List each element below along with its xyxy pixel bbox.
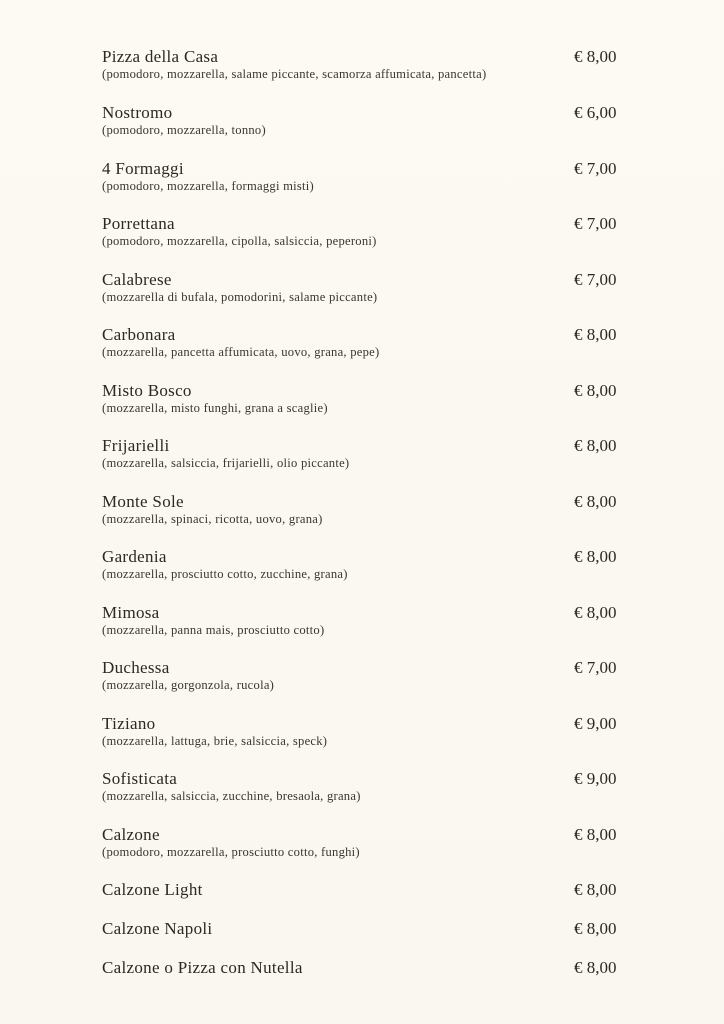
item-description: (pomodoro, mozzarella, prosciutto cotto, funghi) bbox=[102, 845, 360, 859]
item-description: (pomodoro, mozzarella, salame piccante, scamorza affumicata, pancetta) bbox=[102, 67, 487, 81]
item-price: € 8,00 bbox=[574, 919, 617, 938]
item-price: € 8,00 bbox=[574, 825, 617, 844]
item-name: Nostromo bbox=[102, 103, 173, 122]
item-price: € 9,00 bbox=[574, 769, 617, 788]
item-price: € 8,00 bbox=[574, 603, 617, 622]
item-description: (mozzarella di bufala, pomodorini, salame piccante) bbox=[102, 290, 378, 304]
item-description: (mozzarella, misto funghi, grana a scaglie) bbox=[102, 401, 328, 415]
item-description: (mozzarella, salsiccia, zucchine, bresaola, grana) bbox=[102, 789, 361, 803]
item-description: (pomodoro, mozzarella, cipolla, salsiccia, peperoni) bbox=[102, 234, 377, 248]
item-name: Tiziano bbox=[102, 714, 156, 733]
item-price: € 8,00 bbox=[574, 325, 617, 344]
item-name: Frijarielli bbox=[102, 436, 170, 455]
item-price: € 7,00 bbox=[574, 658, 617, 677]
item-name: Gardenia bbox=[102, 547, 167, 566]
item-price: € 8,00 bbox=[574, 492, 617, 511]
item-name: Calabrese bbox=[102, 270, 172, 289]
item-description: (mozzarella, pancetta affumicata, uovo, grana, pepe) bbox=[102, 345, 380, 359]
item-description: (mozzarella, salsiccia, frijarielli, olio piccante) bbox=[102, 456, 350, 470]
item-price: € 6,00 bbox=[574, 103, 617, 122]
item-name: Mimosa bbox=[102, 603, 160, 622]
item-name: Sofisticata bbox=[102, 769, 178, 788]
item-description: (pomodoro, mozzarella, formaggi misti) bbox=[102, 179, 314, 193]
item-name: Duchessa bbox=[102, 658, 170, 677]
item-description: (mozzarella, panna mais, prosciutto cotto) bbox=[102, 623, 325, 637]
item-name: Carbonara bbox=[102, 325, 176, 344]
item-name: Calzone bbox=[102, 825, 160, 844]
item-name: Calzone Napoli bbox=[102, 919, 213, 938]
item-name: Porrettana bbox=[102, 214, 175, 233]
item-name: Calzone Light bbox=[102, 880, 203, 899]
item-name: Monte Sole bbox=[102, 492, 184, 511]
item-price: € 8,00 bbox=[574, 47, 617, 66]
item-price: € 8,00 bbox=[574, 381, 617, 400]
item-price: € 8,00 bbox=[574, 547, 617, 566]
item-price: € 7,00 bbox=[574, 270, 617, 289]
item-name: Misto Bosco bbox=[102, 381, 192, 400]
item-description: (mozzarella, gorgonzola, rucola) bbox=[102, 678, 275, 692]
item-price: € 9,00 bbox=[574, 714, 617, 733]
item-description: (mozzarella, lattuga, brie, salsiccia, speck) bbox=[102, 734, 328, 748]
item-description: (pomodoro, mozzarella, tonno) bbox=[102, 123, 266, 137]
item-description: (mozzarella, prosciutto cotto, zucchine, grana) bbox=[102, 567, 348, 581]
item-price: € 8,00 bbox=[574, 880, 617, 899]
item-price: € 8,00 bbox=[574, 958, 617, 977]
item-name: Pizza della Casa bbox=[102, 47, 219, 66]
item-description: (mozzarella, spinaci, ricotta, uovo, grana) bbox=[102, 512, 323, 526]
item-price: € 7,00 bbox=[574, 159, 617, 178]
item-price: € 7,00 bbox=[574, 214, 617, 233]
item-name: 4 Formaggi bbox=[102, 159, 184, 178]
item-price: € 8,00 bbox=[574, 436, 617, 455]
item-name: Calzone o Pizza con Nutella bbox=[102, 958, 303, 977]
